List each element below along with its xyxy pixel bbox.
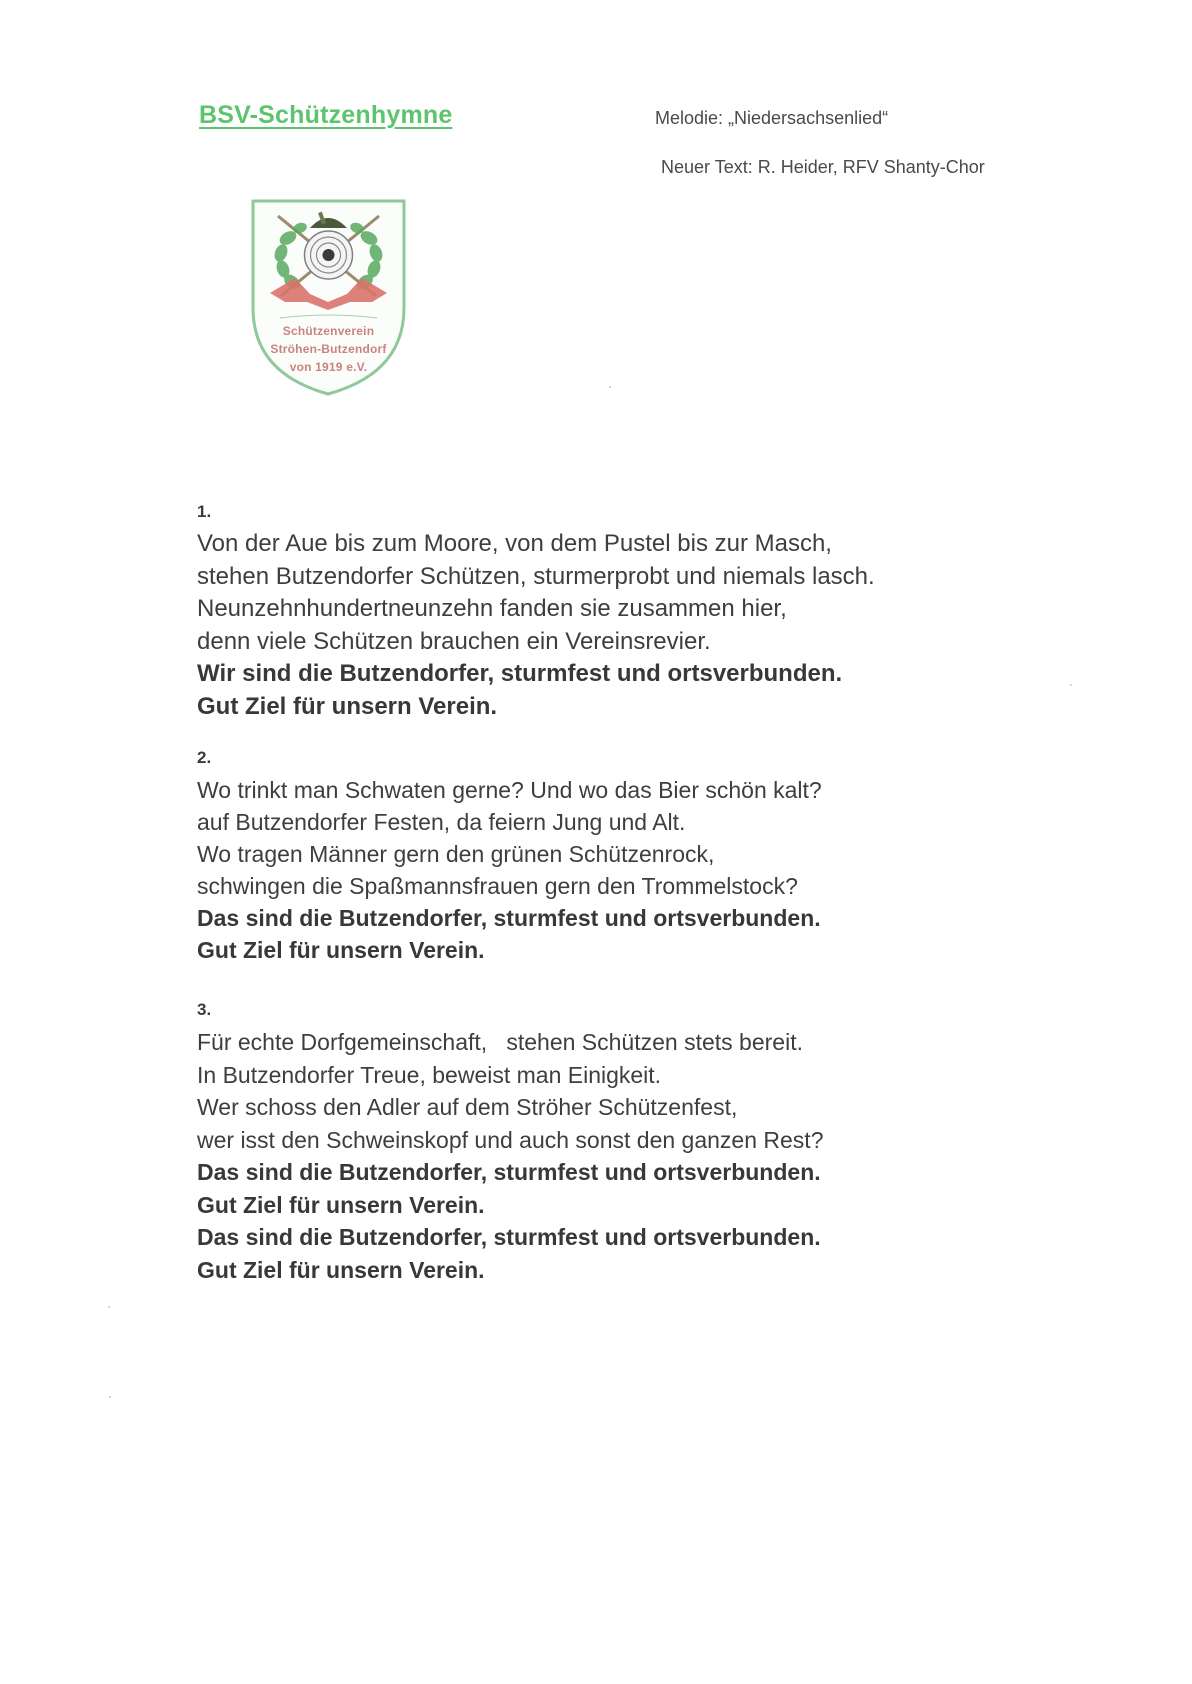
verse-line: denn viele Schützen brauchen ein Vereinsrevier.: [197, 627, 711, 655]
page-title: BSV-Schützenhymne: [199, 101, 453, 129]
emblem-text-name: Schützenverein: [282, 324, 375, 338]
scan-speck: [108, 1306, 110, 1308]
emblem-text-founded: von 1919 e.V.: [289, 360, 368, 374]
verse-3: [197, 1000, 1097, 1286]
scan-speck: [1070, 684, 1072, 686]
verse-line: Wo trinkt man Schwaten gerne? Und wo das Bier schön kalt?: [197, 777, 822, 803]
verse-line: Für echte Dorfgemeinschaft, stehen Schützen stets bereit.: [197, 1029, 803, 1055]
refrain-line: Wir sind die Butzendorfer, sturmfest und ortsverbunden.: [197, 660, 843, 687]
verse-2: [197, 748, 1097, 966]
verse-line: Wo tragen Männer gern den grünen Schützenrock,: [197, 841, 715, 867]
melody-credit: Melodie: „Niedersachsenlied“: [655, 108, 889, 128]
verse-line: schwingen die Spaßmannsfrauen gern den Trommelstock?: [197, 873, 798, 899]
verse-1: [197, 502, 1097, 723]
refrain-line: Gut Ziel für unsern Verein.: [197, 937, 485, 963]
verse-line: In Butzendorfer Treue, beweist man Einigkeit.: [197, 1061, 662, 1088]
refrain-line: Das sind die Butzendorfer, sturmfest und ortsverbunden.: [197, 1224, 821, 1250]
scan-speck: [109, 1396, 111, 1398]
verse-line: Von der Aue bis zum Moore, von dem Pustel bis zur Masch,: [197, 530, 832, 557]
verse-line: Wer schoss den Adler auf dem Ströher Schützenfest,: [197, 1094, 738, 1120]
refrain-line: Gut Ziel für unsern Verein.: [197, 1256, 485, 1283]
lyrics-credit: Neuer Text: R. Heider, RFV Shanty-Chor: [661, 157, 985, 177]
verse-line: Neunzehnhundertneunzehn fanden sie zusammen hier,: [197, 595, 787, 622]
verse-line: wer isst den Schweinskopf und auch sonst den ganzen Rest?: [197, 1126, 824, 1153]
emblem-text-location: Ströhen-Butzendorf: [270, 342, 387, 356]
verse-line: stehen Butzendorfer Schützen, sturmerprobt und niemals lasch.: [197, 562, 875, 590]
refrain-line: Das sind die Butzendorfer, sturmfest und ortsverbunden.: [197, 1159, 821, 1185]
scan-speck: [609, 386, 611, 388]
verse-number: 1.: [197, 502, 212, 521]
club-emblem: [250, 198, 407, 398]
refrain-line: Gut Ziel für unsern Verein.: [197, 692, 498, 720]
verse-number: 2.: [197, 748, 212, 767]
refrain-line: Gut Ziel für unsern Verein.: [197, 1191, 485, 1218]
verse-number: 3.: [197, 1000, 212, 1019]
refrain-line: Das sind die Butzendorfer, sturmfest und ortsverbunden.: [197, 905, 821, 931]
verse-line: auf Butzendorfer Festen, da feiern Jung und Alt.: [197, 809, 686, 835]
